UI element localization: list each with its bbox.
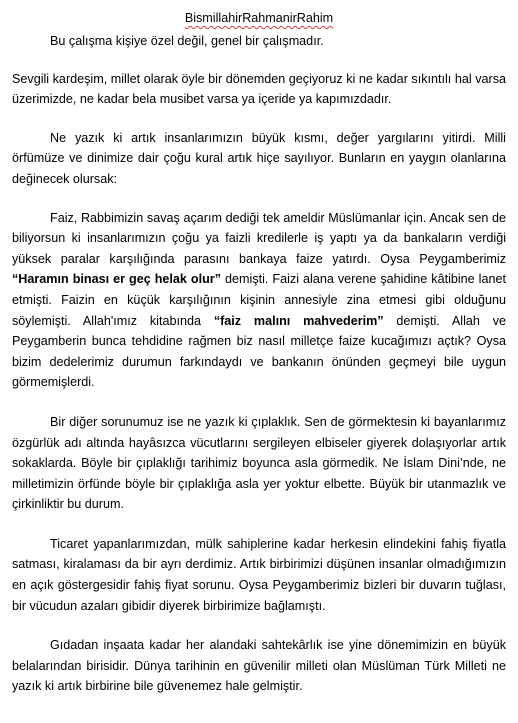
interest-quote-faiz: “faiz malını mahvederim”	[213, 313, 384, 328]
paragraph-intro: Bu çalışma kişiye özel değil, genel bir çalışmadır.	[50, 34, 324, 48]
paragraph-greeting: Sevgili kardeşim, millet olarak öyle bir dönemden geçiyoruz ki ne kadar sıkıntılı hal varsa üzerimizde, ne kadar bela musibet varsa ya içeride ya kapımızdadır.	[12, 71, 506, 107]
paragraph-nudity: Bir diğer sorunumuz ise ne yazık ki çıplaklık. Sen de görmektesin ki bayanlarımız özgürlük adı altında hayâsızca vücutlarını sergileyen elbiseler giyerek dolaşıyorlar artık sokaklarda. Böyle bir çıplaklığı tarihimiz boyunca asla görmedik. Ne İslam Dini’nde, ne milletimizin örfünde böyle bir çıplaklığa asla yer yoktur elbette. Büyük bir utanmazlık ve çirkinliktir bu durum.	[12, 414, 506, 512]
paragraph-fraud: Gıdadan inşaata kadar her alandaki sahtekârlık ise yine dönemimizin en büyük belalarından birisidir. Dünya tarihinin en güvenilir milleti olan Müslüman Türk Milleti ne yazık ki artık birbirine bile güvenemez hale gelmiştir.	[12, 638, 506, 694]
paragraph-values: Ne yazık ki artık insanlarımızın büyük kısmı, değer yargılarını yitirdi. Milli örfümüze ve dinimize dair çoğu kural artık hiçe sayılıyor. Bunların en yaygın olanlarına değinecek olursak:	[12, 130, 506, 186]
paragraph-interest	[12, 208, 506, 393]
interest-text-e: demişti. Allah ve Peygamberin bunca tehdidine rağmen biz nasıl milletçe faize kucağımızı açtık? Oysa bizim dedelerimiz durumun farkındaydı ve bankanın önünden geçmeyi bile uygun görmemişlerdi.	[12, 313, 506, 390]
paragraph-trade: Ticaret yapanlarımızdan, mülk sahiplerine kadar herkesin elindekini fahiş fiyatla satması, kiralaması da bir ayrı derdimiz. Artık birbirimizi düşünen insanlar olmadığımızın en açık göstergesidir fahiş fiyat sorunu. Oysa Peygamberimiz bizleri bir duvarın tuğlası, bir vücudun azaları gibidir diyerek birbirimize bağlamıştı.	[12, 536, 506, 613]
interest-quote-haram: “Haramın binası er geç helak olur”	[12, 272, 222, 287]
interest-text-c: demişti. Faizi alana verene şahidine kâtibine lanet etmişti. Faizin en küçük karşılığının kişinin annesiyle zina etmesi gibi olduğunu söylemişti. Allah'ımız kitabında	[12, 272, 506, 328]
document-title: BismillahirRahmanirRahim	[184, 11, 334, 25]
interest-text-a: Faiz, Rabbimizin savaş açarım dediği tek ameldir Müslümanlar için. Ancak sen de biliyorsun ki insanlarımızın çoğu ya faizli kredilerle iş yaptı ya da bankaların verdiği yüksek paralar karşılığında parasını bankaya faize yatırdı. Oysa Peygamberimiz	[12, 210, 506, 266]
